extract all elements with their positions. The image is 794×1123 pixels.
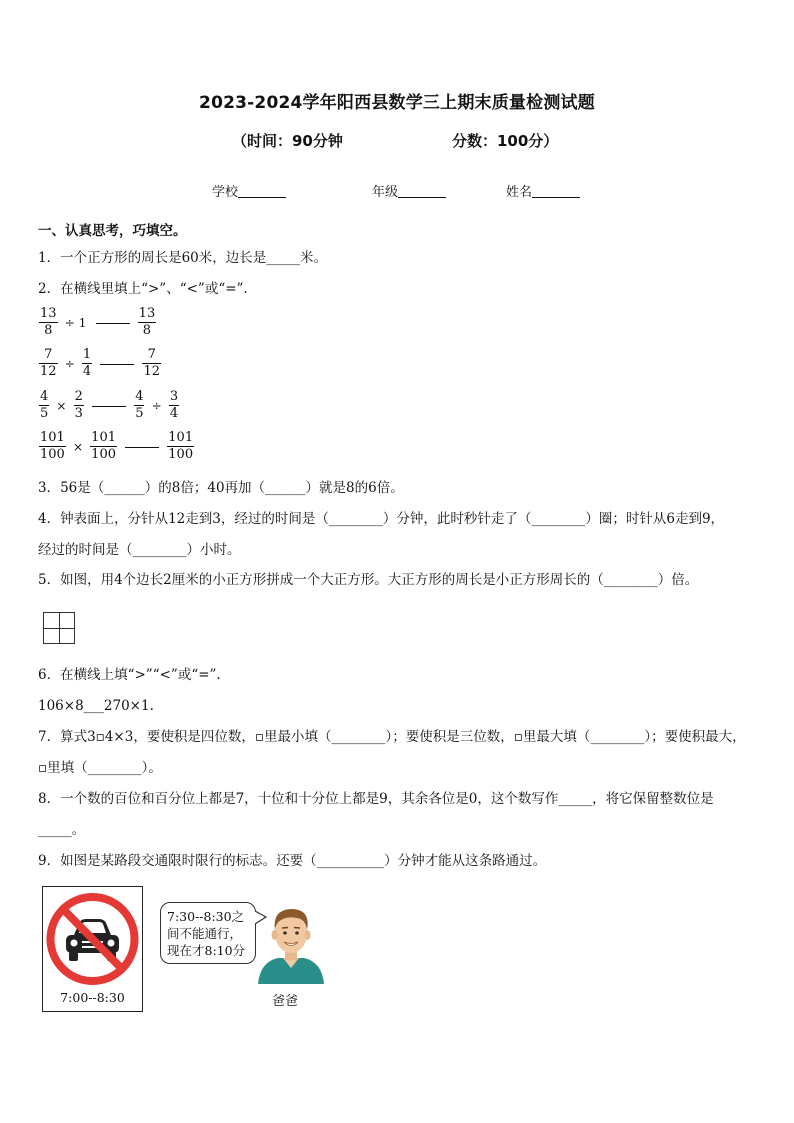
answer-line[interactable] [92, 405, 126, 407]
fraction: $\frac{4}{5}$ [40, 389, 49, 421]
operator: ÷ [151, 398, 162, 413]
q2-row-1 [38, 306, 157, 339]
grade-label: 年级 [372, 185, 399, 200]
dad-avatar-icon [254, 904, 328, 984]
sign-caption: 7:00--8:30 [60, 990, 125, 1005]
fraction: $\frac{101}{100}$ [40, 430, 65, 462]
speech-bubble: 7:30--8:30之间不能通行，现在才8:10分 [160, 902, 256, 964]
question-7-line-2: ▫里填（________）。 [38, 760, 162, 776]
question-8-line-1: 8．一个数的百位和百分位上都是7，十位和十分位上都是9，其余各位是0，这个数写作_____，将它保留整数位是 [38, 791, 714, 807]
question-9: 9．如图是某路段交通限时限行的标志。还要（__________）分钟才能从这条路通过。 [38, 853, 547, 869]
question-4-line-2: 经过的时间是（________）小时。 [38, 542, 241, 558]
school-blank[interactable] [238, 183, 286, 198]
question-1: 1．一个正方形的周长是60米，边长是_____米。 [38, 250, 328, 266]
square-grid-figure [43, 612, 75, 644]
operator: ÷ [64, 356, 75, 371]
fraction: $\frac{13}{8}$ [138, 306, 156, 338]
question-4-line-1: 4．钟表面上，分针从12走到3，经过的时间是（________）分钟，此时秒针走了（________）圈；时针从6走到9， [38, 511, 725, 527]
grid-vertical-line [59, 613, 60, 643]
whole-number: 1 [78, 315, 87, 330]
answer-line[interactable] [125, 446, 159, 448]
fraction: $\frac{13}{8}$ [40, 306, 57, 338]
answer-line[interactable] [100, 363, 134, 365]
fraction: $\frac{7}{12}$ [40, 347, 57, 379]
operator: × [72, 439, 84, 454]
question-3: 3．56是（______）的8倍；40再加（______）就是8的6倍。 [38, 480, 404, 496]
traffic-sign [42, 886, 143, 1012]
question-7-line-1: 7．算式3▫4×3，要使积是四位数，▫里最小填（________）；要使积是三位数，▫里最大填（________）；要使积最大， [38, 729, 746, 745]
q2-row-4 [38, 430, 195, 463]
operator: × [56, 398, 67, 413]
fraction: $\frac{1}{4}$ [82, 347, 92, 379]
grade-field [372, 181, 446, 200]
page-title: 2023-2024学年阳西县数学三上期末质量检测试题 [199, 93, 595, 113]
question-6: 6．在横线上填“>”“<”或“=”. [38, 667, 221, 683]
fraction: $\frac{2}{3}$ [74, 389, 83, 421]
q2-row-3 [38, 389, 180, 422]
exam-time: （时间：90分钟 [232, 132, 343, 150]
school-label: 学校 [212, 185, 239, 200]
no-car-sign-icon [43, 891, 142, 987]
dad-label: 爸爸 [272, 994, 299, 1009]
fraction: $\frac{4}{5}$ [135, 389, 144, 421]
name-blank[interactable] [532, 183, 580, 198]
fraction: $\frac{101}{100}$ [91, 430, 116, 462]
q2-row-2 [38, 347, 162, 380]
question-2: 2．在横线里填上“>”、“<”或“=”. [38, 281, 248, 297]
grade-blank[interactable] [398, 183, 446, 198]
answer-line[interactable] [96, 322, 130, 324]
school-field [212, 181, 286, 200]
fraction: $\frac{101}{100}$ [168, 430, 194, 462]
operator: ÷ [64, 315, 75, 330]
question-5: 5．如图，用4个边长2厘米的小正方形拼成一个大正方形。大正方形的周长是小正方形周长的（________）倍。 [38, 572, 699, 588]
name-label: 姓名 [506, 185, 533, 200]
name-field [506, 181, 580, 200]
question-8-line-2: _____。 [38, 822, 86, 838]
exam-score: 分数：100分） [452, 132, 559, 150]
section-heading: 一、认真思考，巧填空。 [38, 223, 187, 239]
fraction: $\frac{3}{4}$ [169, 389, 179, 421]
fraction: $\frac{7}{12}$ [143, 347, 160, 379]
question-6-expr: 106×8___270×1. [38, 698, 154, 714]
